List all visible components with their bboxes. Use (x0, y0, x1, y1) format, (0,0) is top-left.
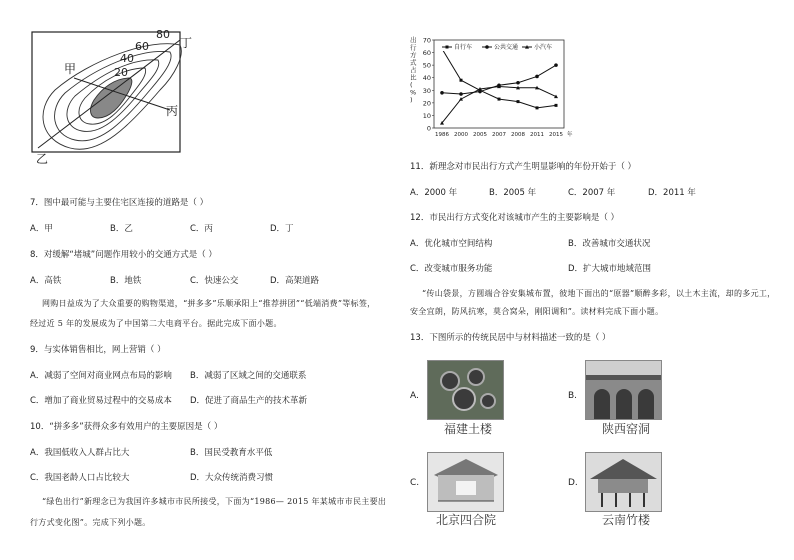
legend-marker (446, 46, 449, 49)
q12-option-b[interactable]: B．改善城市交通状况 (568, 239, 651, 249)
caption-cave-dwelling: 陕西窑洞 (602, 422, 651, 436)
q8-option-c[interactable]: C．快速公交 (190, 276, 239, 286)
data-point (440, 91, 444, 95)
q11-option-c[interactable]: C．2007 年 (568, 188, 616, 198)
caption-bamboo-house: 云南竹楼 (602, 513, 651, 527)
tulou-photo[interactable] (427, 360, 504, 420)
q13-option-c[interactable]: C. (410, 478, 420, 488)
q9-option-a[interactable]: A．减弱了空间对商业网点布局的影响 (30, 371, 172, 381)
passage-2-line-2: 行方式变化图”。完成下列小题。 (30, 518, 151, 527)
q7-option-c[interactable]: C．丙 (190, 224, 213, 234)
data-point (516, 81, 520, 85)
legend-label: 自行车 (454, 44, 473, 52)
x-tick-label: 2015 (549, 132, 563, 138)
question-8-stem: 8．对缓解“堵城”问题作用较小的交通方式是（ ） (30, 250, 217, 260)
q10-option-a[interactable]: A．我国低收入人群占比大 (30, 448, 130, 458)
q13-option-b[interactable]: B. (568, 391, 578, 401)
y-tick-label: 70 (422, 36, 431, 45)
q13-option-a[interactable]: A. (410, 391, 419, 401)
q11-option-a[interactable]: A．2000 年 (410, 188, 458, 198)
map-label-yi: 乙 (36, 152, 49, 166)
data-point (536, 106, 539, 109)
data-point (459, 92, 463, 96)
x-tick-label: 2011 (530, 132, 544, 138)
bamboo-house-photo[interactable] (585, 452, 662, 512)
x-tick-label: 2007 (492, 132, 506, 138)
y-tick-label: 10 (422, 111, 431, 120)
q8-option-a[interactable]: A．高铁 (30, 276, 62, 286)
question-9-stem: 9．与实体销售相比，网上营销（ ） (30, 345, 166, 355)
contour-map (30, 30, 200, 170)
x-axis-unit: 年 (567, 132, 573, 138)
q10-option-d[interactable]: D．大众传统消费习惯 (190, 473, 274, 483)
passage-2-line-1: “绿色出行”新理念已为我国许多城市市民所接受，下面为“1986— 2015 年某城市市民主要出 (42, 497, 387, 506)
q7-option-a[interactable]: A．甲 (30, 224, 53, 234)
x-tick-label: 2000 (454, 132, 468, 138)
q8-option-b[interactable]: B．地铁 (110, 276, 142, 286)
question-11-stem: 11．新理念对市民出行方式产生明显影响的年份开始于（ ） (410, 162, 637, 172)
contour-label-20: 20 (114, 66, 128, 79)
caption-tulou: 福建土楼 (444, 422, 493, 436)
y-tick-label: 50 (422, 61, 431, 70)
question-13-stem: 13．下图所示的传统民居中与材料描述一致的是（ ） (410, 333, 611, 343)
y-axis-label: 出行方式占比( % ) (410, 36, 417, 104)
passage-3-line-1: “传山袋景，方圆端合谷安集城布置，彼地下面出的“原器”顺醉多彩，以土木主流，却的多元工， (422, 289, 776, 298)
y-tick-label: 0 (426, 124, 431, 133)
passage-1-line-2: 经过近 5 年的发展成为了中国第二大电商平台。据此完成下面小题。 (30, 319, 282, 328)
q10-option-b[interactable]: B．国民受教育水平低 (190, 448, 273, 458)
q11-option-d[interactable]: D．2011 年 (648, 188, 696, 198)
q7-option-b[interactable]: B．乙 (110, 224, 133, 234)
q12-option-c[interactable]: C．改变城市服务功能 (410, 264, 493, 274)
siheyuan-photo[interactable] (427, 452, 504, 512)
passage-1-line-1: 网购日益成为了大众重要的购物渠道，“拼多多”乐顺承阳上“推荐拼团”“低端消费”等标签， (42, 299, 376, 308)
q9-option-b[interactable]: B．减弱了区域之间的交通联系 (190, 371, 307, 381)
passage-3-line-2: 安全宜朗，防风抗寒，莫合窝朵，刚阳调和”。读材料完成下面小题。 (410, 307, 664, 316)
travel-mode-chart (406, 30, 586, 145)
q11-option-b[interactable]: B．2005 年 (489, 188, 537, 198)
chart-canvas (406, 30, 586, 145)
q10-option-c[interactable]: C．我国老龄人口占比较大 (30, 473, 130, 483)
data-point (535, 75, 539, 79)
series-line-3 (442, 87, 556, 123)
q8-option-d[interactable]: D．高架道路 (270, 276, 320, 286)
data-point (517, 100, 520, 103)
legend-marker (485, 45, 489, 49)
x-tick-label: 2005 (473, 132, 487, 138)
map-label-ding: 丁 (180, 36, 193, 50)
data-point (498, 98, 501, 101)
cave-dwelling-photo[interactable] (585, 360, 662, 420)
q12-option-d[interactable]: D．扩大城市地域范围 (568, 264, 652, 274)
legend-label: 小汽车 (534, 44, 553, 52)
question-12-stem: 12．市民出行方式变化对该城市产生的主要影响是（ ） (410, 213, 620, 223)
y-tick-label: 30 (422, 86, 431, 95)
series-line-2 (442, 65, 556, 94)
legend-label: 公共交通 (494, 44, 519, 52)
x-tick-label: 2008 (511, 132, 525, 138)
caption-siheyuan: 北京四合院 (436, 513, 497, 527)
data-point (460, 79, 463, 82)
contour-label-60: 60 (135, 40, 149, 53)
data-point (554, 63, 558, 67)
map-label-jia: 甲 (64, 62, 77, 76)
question-10-stem: 10．“拼多多”获得众多有效用户的主要原因是（ ） (30, 422, 223, 432)
q9-option-d[interactable]: D．促进了商品生产的技术革新 (190, 396, 308, 406)
q9-option-c[interactable]: C．增加了商业贸易过程中的交易成本 (30, 396, 172, 406)
y-tick-label: 40 (422, 74, 431, 83)
q13-option-d[interactable]: D. (568, 478, 578, 488)
map-label-bing: 丙 (166, 104, 179, 118)
q7-option-d[interactable]: D．丁 (270, 224, 294, 234)
contour-label-40: 40 (120, 52, 134, 65)
y-tick-label: 60 (422, 49, 431, 58)
contour-map-figure (30, 30, 200, 170)
data-point (555, 104, 558, 107)
q12-option-a[interactable]: A．优化城市空间结构 (410, 239, 493, 249)
question-7-stem: 7．图中最可能与主要住宅区连接的道路是（ ） (30, 198, 209, 208)
y-tick-label: 20 (422, 99, 431, 108)
contour-label-80: 80 (156, 28, 170, 41)
x-tick-label: 1986 (435, 132, 449, 138)
